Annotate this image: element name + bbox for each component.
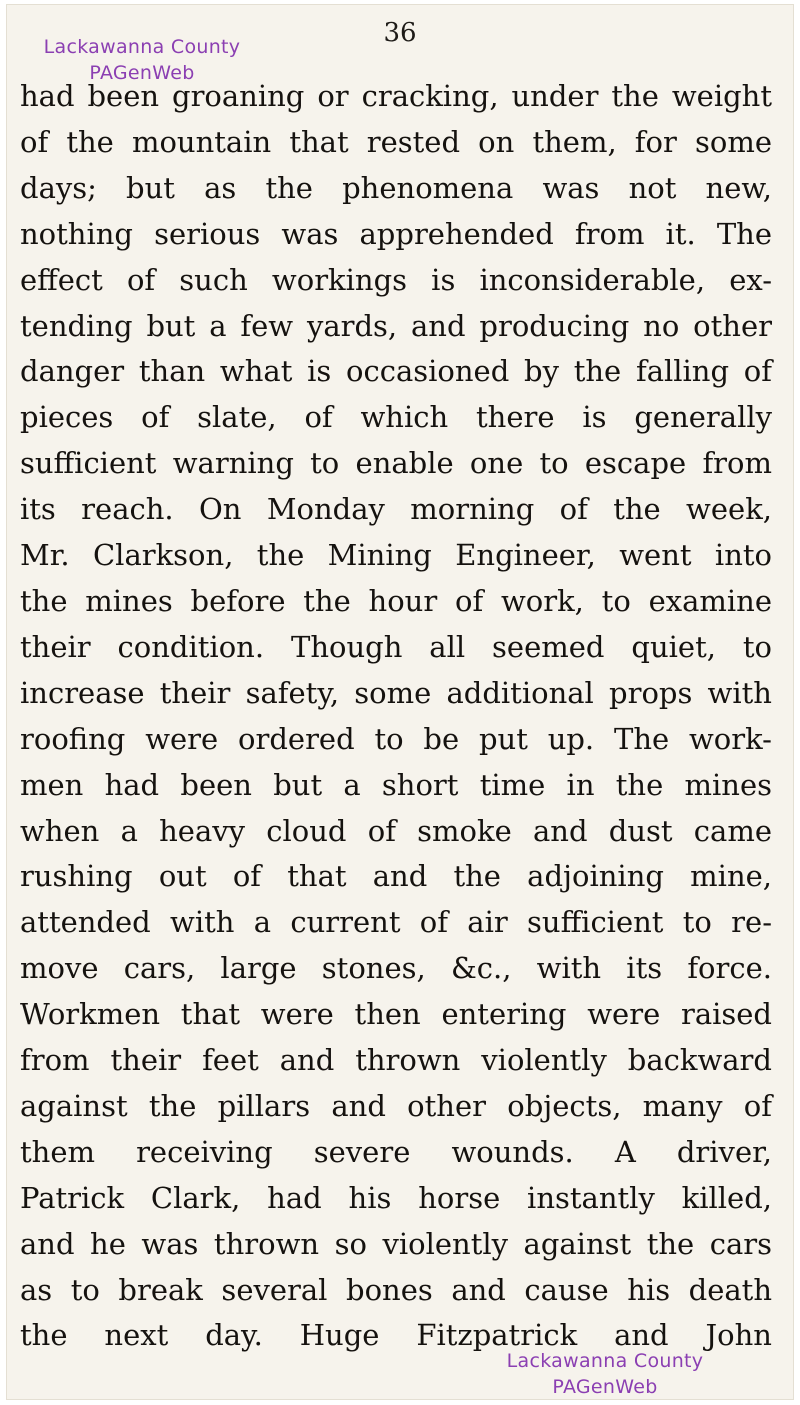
text-line-15: roofing were ordered to be put up. The work- — [20, 721, 772, 756]
text-line-27: as to break several bones and cause his death — [20, 1272, 772, 1307]
text-line-18: rushing out of that and the adjoining mine, — [20, 859, 772, 894]
text-line-5: effect of such workings is inconsiderable, ex- — [20, 262, 772, 297]
text-line-2: of the mountain that rested on them, for some — [20, 124, 772, 159]
watermark-bottom-line-1: Lackawanna County — [506, 1350, 704, 1372]
text-line-12: the mines before the hour of work, to examine — [20, 583, 772, 618]
text-line-23: against the pillars and other objects, many of — [20, 1088, 772, 1123]
text-line-25: Patrick Clark, had his horse instantly killed, — [20, 1180, 772, 1215]
body-text — [20, 74, 772, 1359]
page-number: 36 — [383, 18, 417, 48]
text-line-10: its reach. On Monday morning of the week, — [20, 492, 772, 527]
text-line-28: the next day. Huge Fitzpatrick and John — [20, 1318, 772, 1353]
watermark-bottom — [474, 1348, 736, 1400]
text-line-17: when a heavy cloud of smoke and dust came — [20, 813, 772, 848]
text-line-14: increase their safety, some additional props with — [20, 675, 772, 710]
text-line-6: tending but a few yards, and producing no other — [20, 308, 772, 343]
text-line-22: from their feet and thrown violently backward — [20, 1043, 772, 1078]
watermark-top-line-2: PAGenWeb — [89, 62, 195, 84]
text-line-24: them receiving severe wounds. A driver, — [20, 1134, 772, 1169]
text-line-20: move cars, large stones, &c., with its force. — [20, 951, 772, 986]
text-line-1: had been groaning or cracking, under the weight — [20, 79, 772, 113]
text-line-9: sufficient warning to enable one to escape from — [20, 446, 772, 481]
text-line-16: men had been but a short time in the mines — [20, 767, 772, 802]
text-line-11: Mr. Clarkson, the Mining Engineer, went into — [20, 538, 772, 573]
text-line-13: their condition. Though all seemed quiet, to — [20, 629, 772, 664]
watermark-bottom-line-2: PAGenWeb — [552, 1376, 658, 1398]
watermark-top-line-1: Lackawanna County — [43, 36, 241, 58]
text-line-3: days; but as the phenomena was not new, — [20, 170, 772, 205]
text-line-26: and he was thrown so violently against the cars — [20, 1226, 772, 1261]
text-line-19: attended with a current of air sufficient to re- — [20, 905, 772, 940]
text-line-21: Workmen that were then entering were raised — [20, 997, 772, 1032]
text-line-7: danger than what is occasioned by the falling of — [20, 354, 772, 389]
book-page — [6, 4, 794, 1400]
text-line-4: nothing serious was apprehended from it. The — [20, 216, 772, 251]
text-line-8: pieces of slate, of which there is generally — [20, 400, 772, 435]
